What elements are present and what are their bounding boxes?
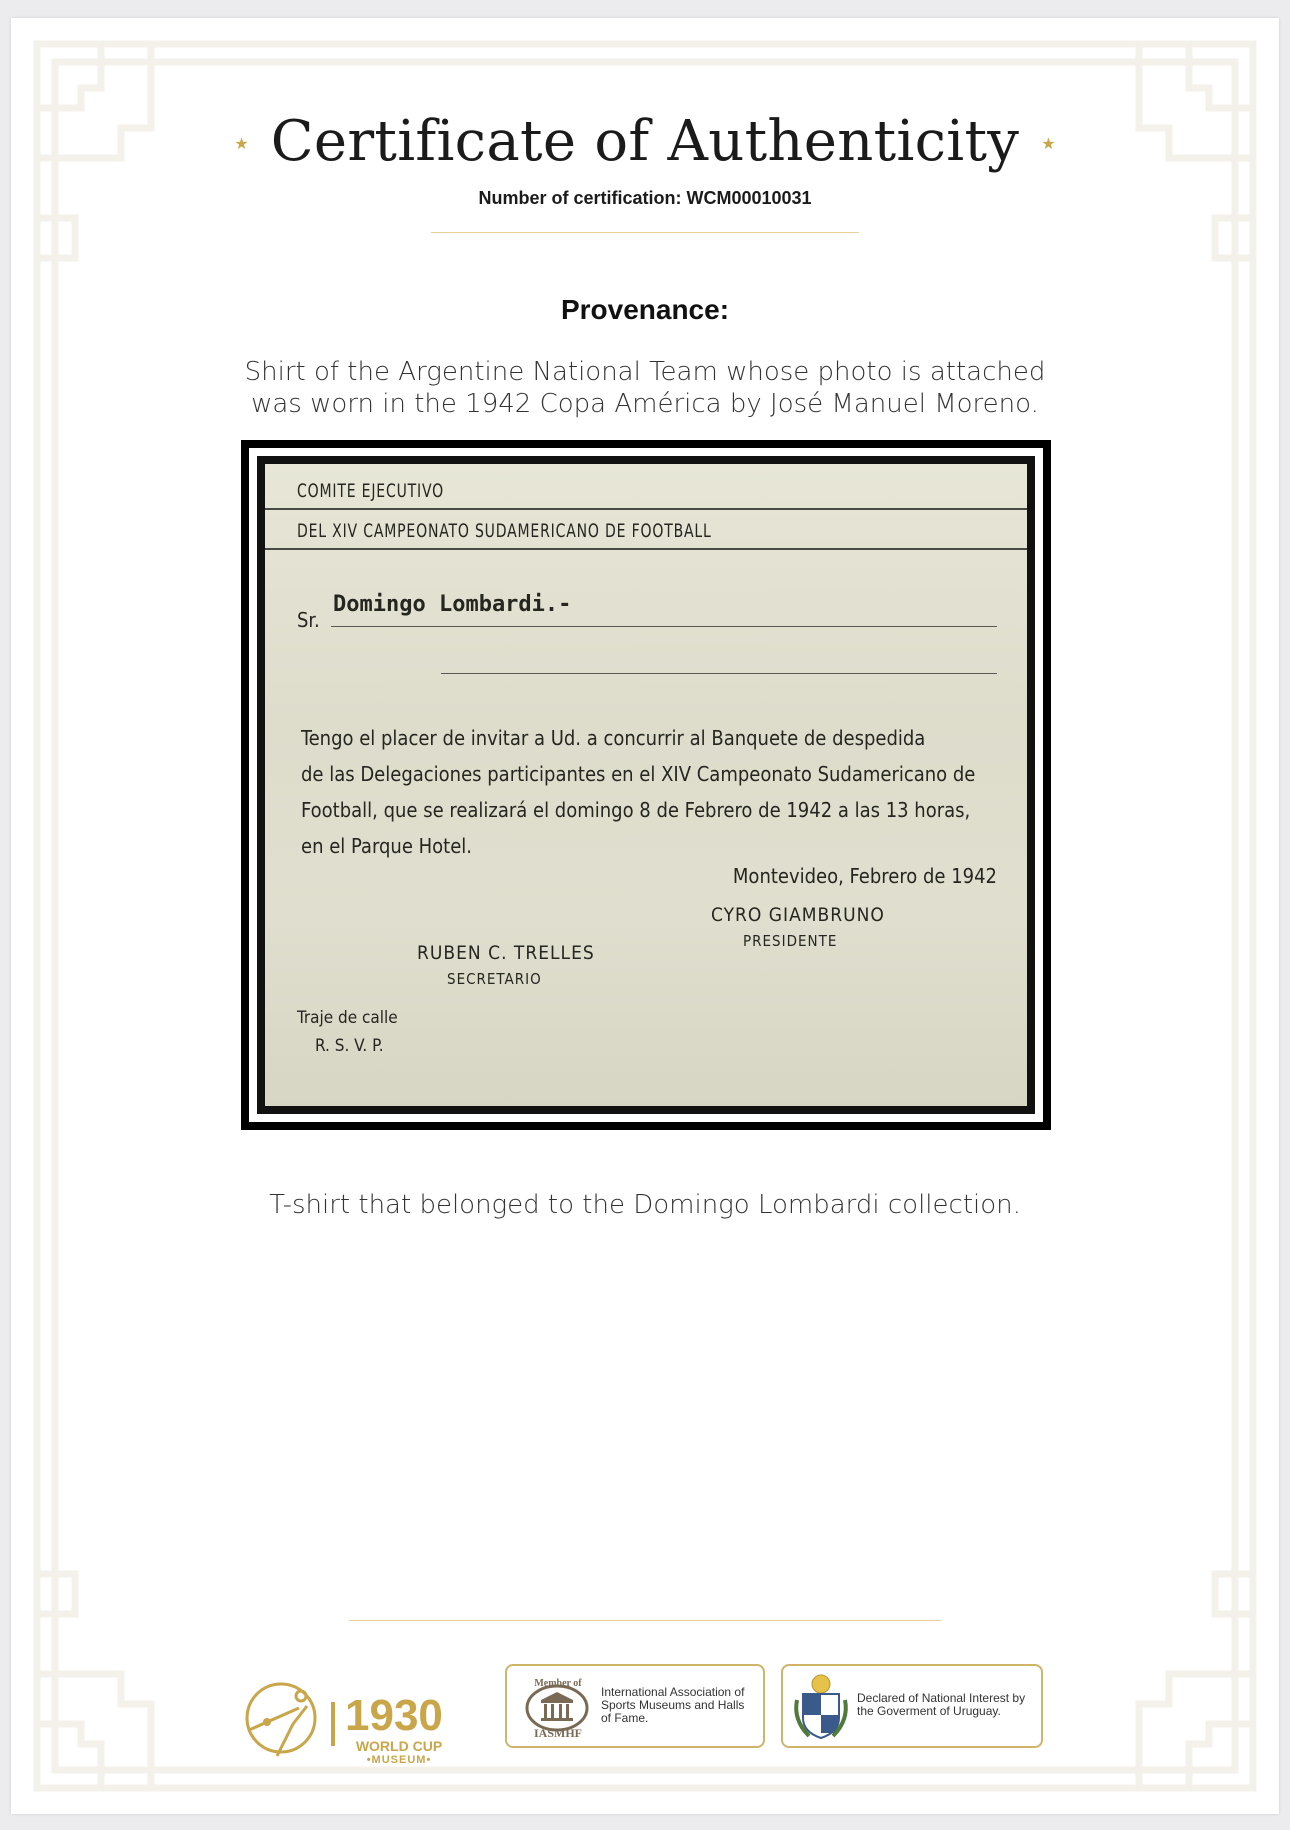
collection-note: T-shirt that belonged to the Domingo Lombardi collection.	[269, 1190, 1021, 1220]
uruguay-declaration: Declared of National Interest by the Goverment of Uruguay.	[857, 1691, 1026, 1718]
iasmhf-member-label: Member of	[534, 1678, 582, 1689]
letter-body-line: Football, que se realizará el domingo 8 de Febrero de 1942 a las 13 horas,	[301, 798, 971, 822]
secretary-title: SECRETARIO	[447, 970, 542, 988]
photo-frame	[241, 440, 1051, 1130]
certification-number: Number of certification: WCM00010031	[478, 188, 812, 208]
provenance-heading: Provenance:	[560, 294, 730, 325]
iasmhf-acronym: IASMHF	[534, 1726, 582, 1740]
provenance-line: Shirt of the Argentine National Team whose photo is attached	[244, 357, 1046, 387]
letter-body	[301, 720, 995, 864]
world-cup-museum-logo	[241, 1678, 481, 1768]
provenance-line: was worn in the 1942 Copa América by José Manuel Moreno.	[251, 389, 1039, 419]
museum-line2: •MUSEUM•	[366, 1754, 432, 1766]
invitation-letter-photo	[265, 464, 1027, 1106]
iasmhf-description: International Association of Sports Museums and Halls of Fame.	[601, 1685, 745, 1725]
provenance-text	[241, 356, 1049, 420]
letter-body-line: en el Parque Hotel.	[301, 834, 472, 858]
iasmhf-badge	[505, 1664, 765, 1748]
letter-header-line1: COMITE EJECUTIVO	[297, 480, 444, 502]
letter-header-line2: DEL XIV CAMPEONATO SUDAMERICANO DE FOOTBALL	[297, 520, 712, 542]
title-row	[11, 96, 1279, 186]
salutation: Sr.	[297, 608, 320, 632]
football-player-icon	[241, 1678, 321, 1758]
letter-body-line: de las Delegaciones participantes en el XIV Campeonato Sudamericano de	[301, 762, 976, 786]
museum-year: 1930	[345, 1691, 443, 1740]
uruguay-coat-of-arms-icon	[789, 1670, 853, 1744]
divider	[349, 1620, 941, 1621]
recipient-name: Domingo Lombardi.-	[333, 592, 572, 617]
letter-body-line: Tengo el placer de invitar a Ud. a concurrir al Banquete de despedida	[301, 726, 926, 750]
museum-line1: WORLD CUP	[355, 1738, 443, 1754]
star-icon: ★	[1041, 133, 1056, 153]
divider	[431, 232, 859, 233]
page-title: Certificate of Authenticity	[270, 108, 1020, 174]
uruguay-badge	[781, 1664, 1043, 1748]
place-date: Montevideo, Febrero de 1942	[732, 864, 997, 888]
certificate-page	[11, 18, 1279, 1814]
president-name: CYRO GIAMBRUNO	[711, 904, 885, 926]
dress-code: Traje de calle	[297, 1008, 398, 1028]
president-title: PRESIDENTE	[743, 932, 838, 950]
rsvp: R. S. V. P.	[315, 1036, 384, 1056]
star-icon: ★	[234, 133, 249, 153]
secretary-name: RUBEN C. TRELLES	[417, 942, 595, 964]
